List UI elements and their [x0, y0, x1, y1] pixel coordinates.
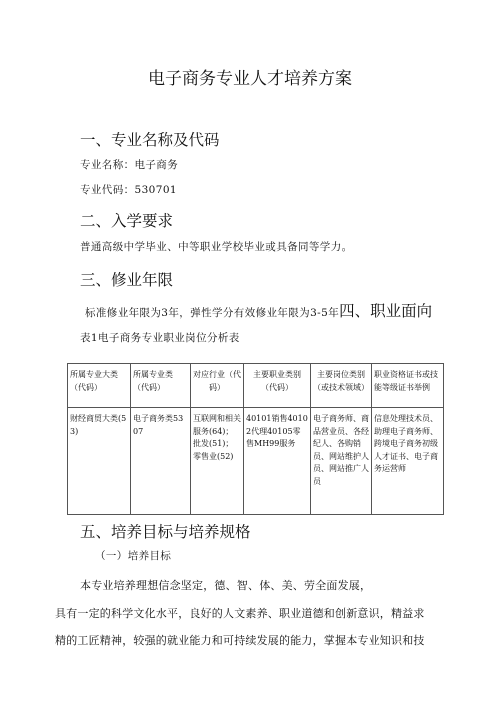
- section-heading-5: 五、培养目标与培养规格: [80, 523, 251, 541]
- table-header-row: [68, 364, 444, 408]
- table-header-cell: 主要岗位类别（或技术领域）: [311, 364, 372, 408]
- table-header-cell: 所属专业类（代码）: [131, 364, 191, 408]
- section-heading-1: 一、专业名称及代码: [80, 131, 220, 149]
- table-header-cell: 所属专业大类（代码）: [68, 364, 131, 408]
- occupation-analysis-table: [67, 363, 444, 515]
- study-duration-line: [85, 299, 432, 321]
- table-header-cell: 职业资格证书或技能等级证书举例: [372, 364, 444, 408]
- table-cell: 互联网和相关服务(64)；批发(51)；零售业(52): [191, 408, 244, 515]
- table-caption: 表1电子商务专业职业岗位分析表: [80, 332, 240, 344]
- section-heading-4: 四、职业面向: [339, 302, 433, 320]
- section-heading-2: 二、入学要求: [80, 212, 174, 230]
- table-cell: 电子商务师、商品营业员、各经纪人、各购销员、网站维护人员、网站推广人员: [311, 408, 372, 515]
- table-header-cell: 主要职业类别（代码）: [244, 364, 311, 408]
- document-title: 电子商务专业人才培养方案: [148, 69, 352, 89]
- study-duration-text: 标准修业年限为3年，弹性学分有效修业年限为3-5年: [85, 307, 340, 319]
- table-row: [68, 408, 444, 515]
- paragraph-line: 本专业培养理想信念坚定，德、智、体、美、劳全面发展，: [80, 579, 372, 592]
- section-heading-3: 三、修业年限: [80, 271, 174, 289]
- table-cell: 财经商贸大类(53): [68, 408, 131, 515]
- table-cell: 40101销售40102代理40105零售MH99服务: [244, 408, 311, 515]
- admission-requirement-text: 普通高级中学毕业、中等职业学校毕业或具备同等学力。: [80, 241, 353, 253]
- table-header-cell: 对应行业（代码）: [191, 364, 244, 408]
- paragraph-line: 具有一定的科学文化水平，良好的人文素养、职业道德和创新意识，精益求: [55, 607, 425, 620]
- subsection-heading: （一）培养目标: [95, 550, 172, 562]
- table-cell: 电子商务类5307: [131, 408, 191, 515]
- table-cell: 信息处理技术员、助理电子商务师、跨境电子商务初级人才证书、电子商务运营师: [372, 408, 444, 515]
- major-name-line: 专业名称：电子商务: [80, 159, 179, 171]
- major-code-line: 专业代码：530701: [80, 184, 177, 196]
- paragraph-line: 精的工匠精神，较强的就业能力和可持续发展的能力，掌握本专业知识和技: [55, 634, 425, 647]
